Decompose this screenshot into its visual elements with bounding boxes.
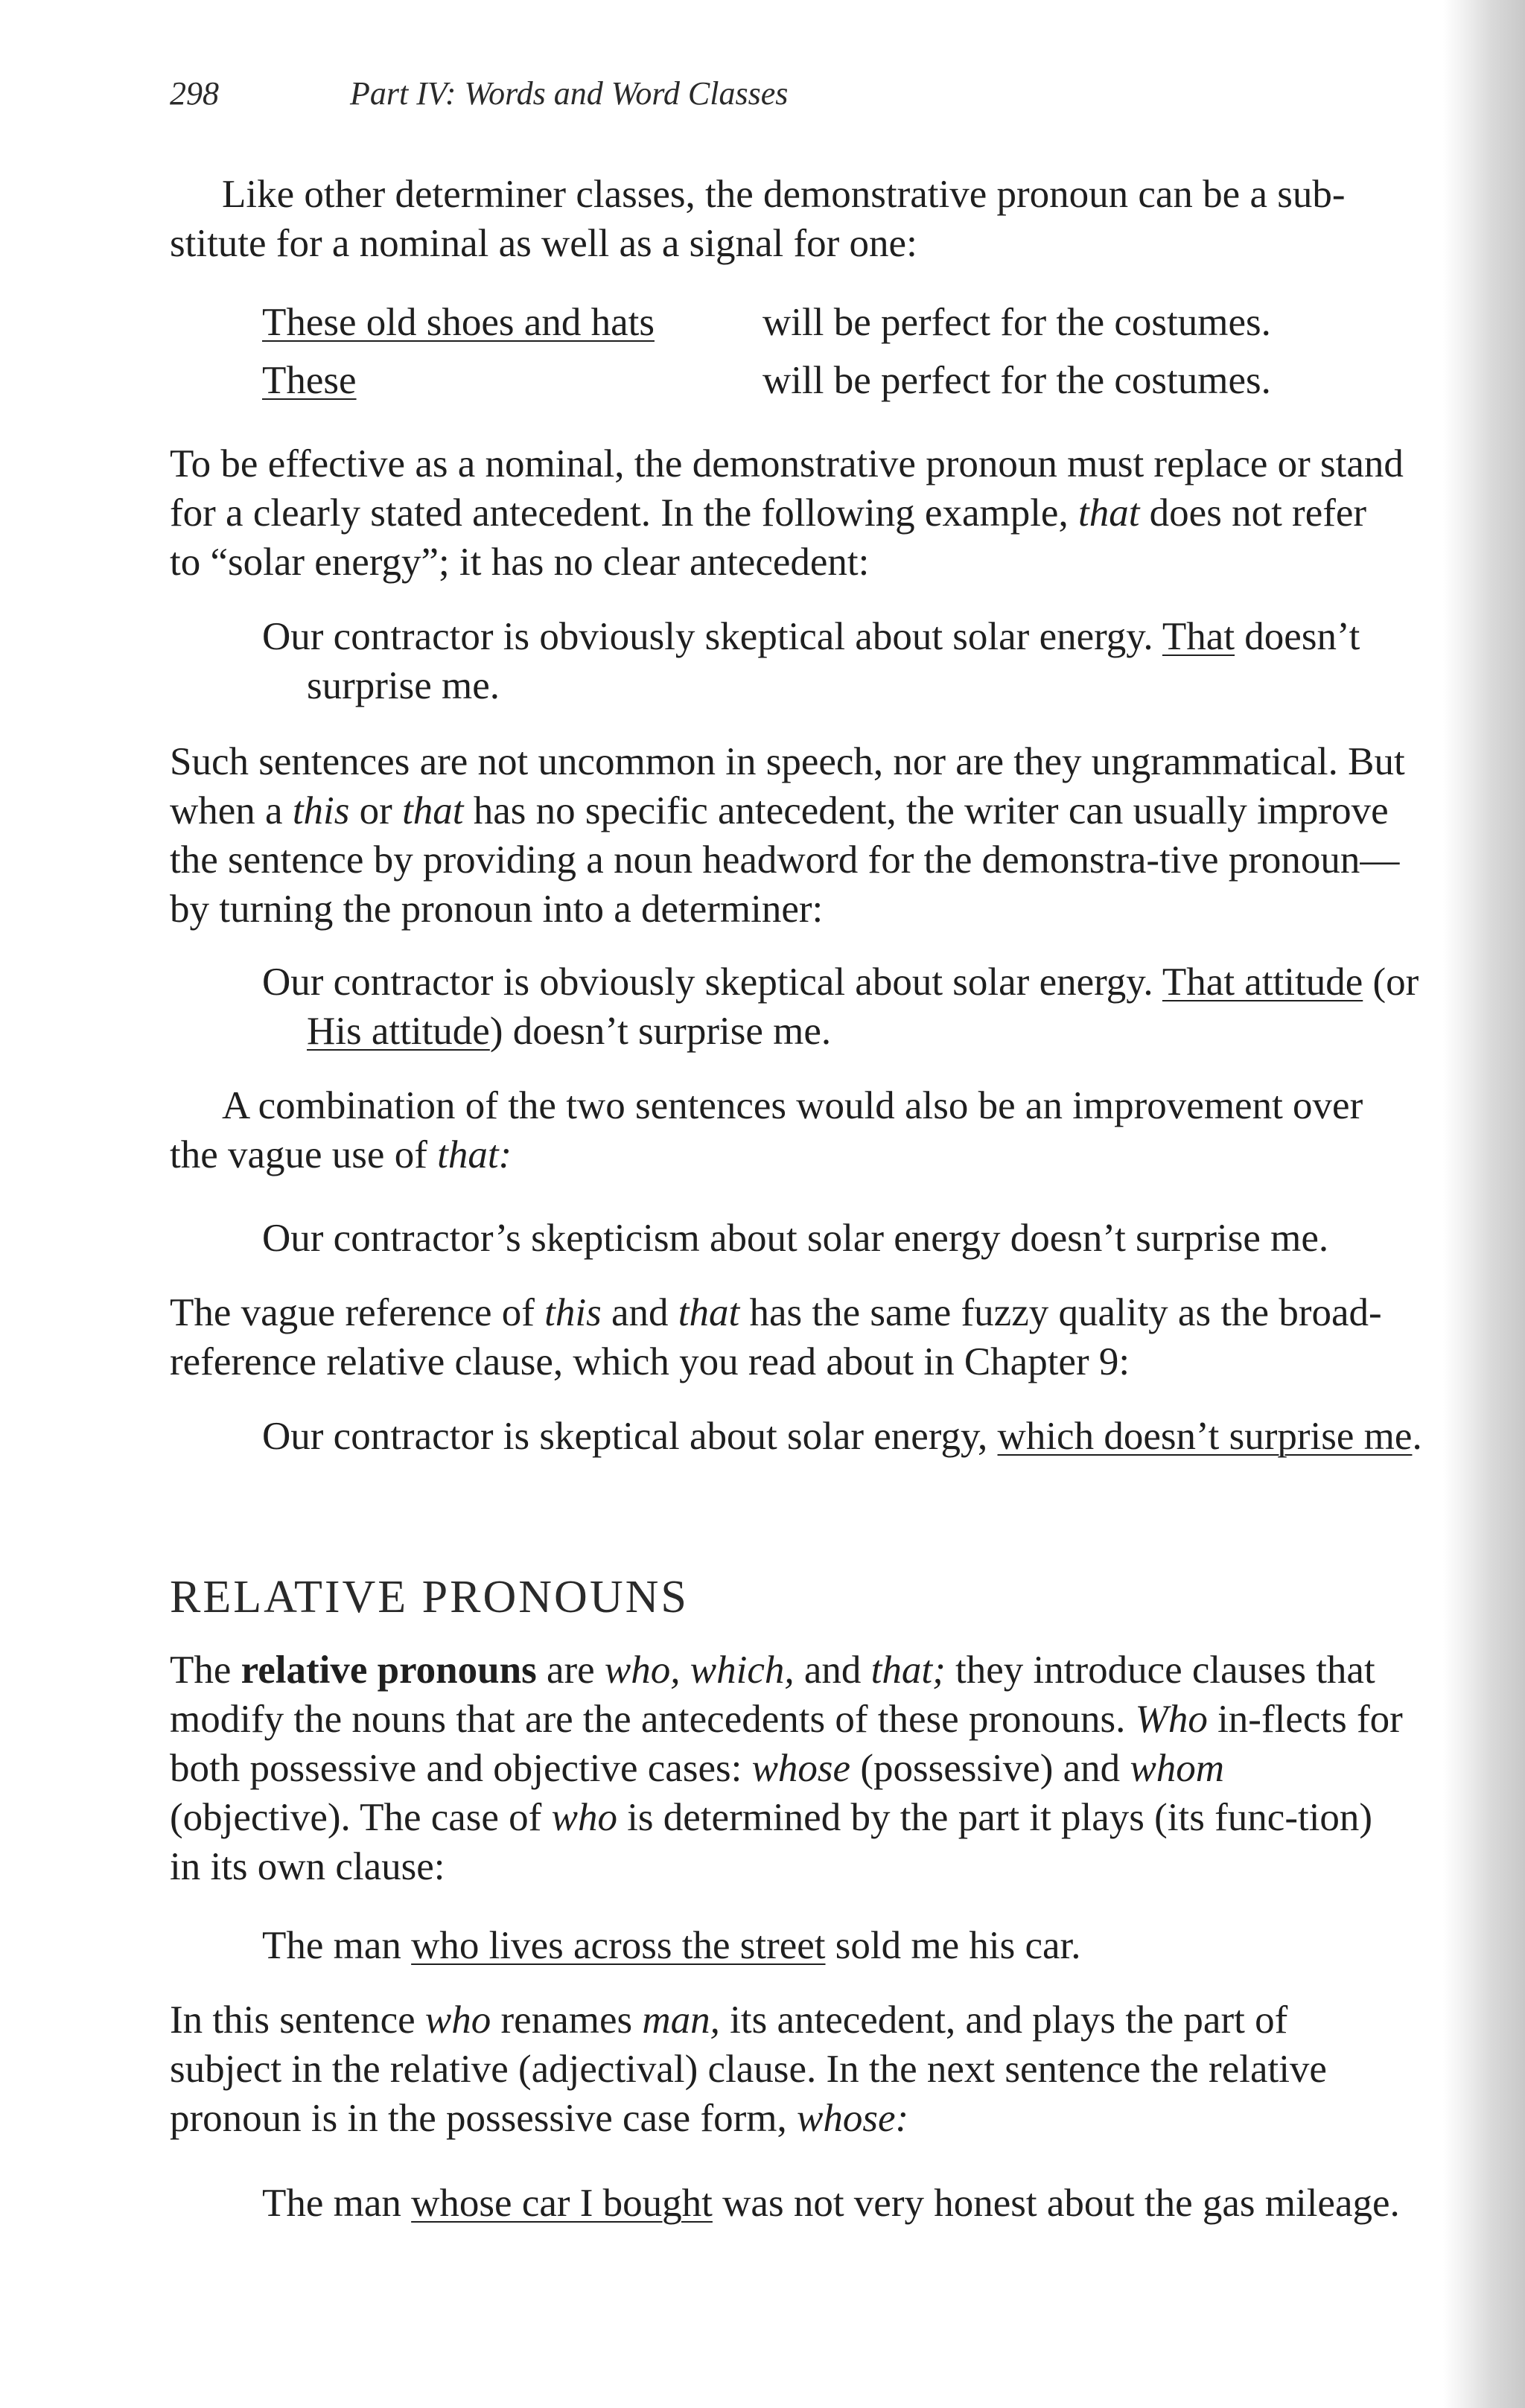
paragraph-whose: In this sentence who renames man, its antecedent, and plays the part of subject in the relative (adjectival) clause. In the next sentence the relative pronoun is in the possessive case form, whose: <box>170 1998 1327 2140</box>
page-number: 298 <box>170 75 219 112</box>
section-heading: RELATIVE PRONOUNS <box>170 1572 689 1622</box>
example-whose: The man whose car I bought was not very honest about the gas mileage. <box>262 2182 1400 2225</box>
example-combined: Our contractor’s skepticism about solar energy doesn’t surprise me. <box>262 1217 1329 1260</box>
book-spine-shadow <box>1443 0 1525 2408</box>
paragraph-noun-headword: Such sentences are not uncommon in speech, nor are they ungrammatical. But when a this or that has no specific antecedent, the writer can usually improve the sentence by providing a noun headword for the demonstra-tive pronoun—by turning the pronoun into a determiner: <box>170 740 1405 931</box>
example-subject: These old shoes and hats <box>262 301 655 344</box>
example-row <box>262 351 1271 410</box>
paragraph-determiner-substitute: Like other determiner classes, the demonstrative pronoun can be a sub-stitute for a nominal as well as a signal for one: <box>170 173 1346 265</box>
example-predicate: will be perfect for the costumes. <box>762 301 1271 344</box>
example-determiner-fix: Our contractor is obviously skeptical about solar energy. That attitude (or His attitude) doesn’t surprise me. <box>262 961 1419 1053</box>
example-broad-reference: Our contractor is skeptical about solar energy, which doesn’t surprise me. <box>262 1415 1422 1458</box>
paragraph-clear-antecedent: To be effective as a nominal, the demonstrative pronoun must replace or stand for a clearly stated antecedent. In the following example, that does not refer to “solar energy”; it has no clear antecedent: <box>170 442 1404 584</box>
paragraph-relative-pronouns: The relative pronouns are who, which, and that; they introduce clauses that modify the nouns that are the antecedents of these pronouns. Who in-flects for both possessive and objective cases: whose (possessive) and whom (objective). The case of who is determined by the part it plays (its func-tion) in its own clause: <box>170 1649 1403 1888</box>
example-who: The man who lives across the street sold me his car. <box>262 1924 1081 1967</box>
paragraph-broad-reference: The vague reference of this and that has the same fuzzy quality as the broad-reference relative clause, which you read about in Chapter 9: <box>170 1291 1382 1383</box>
paragraph-combination: A combination of the two sentences would also be an improvement over the vague use of that: <box>170 1084 1363 1176</box>
example-subject: These <box>262 359 357 402</box>
running-head <box>170 74 788 112</box>
example-substitute-table <box>262 293 1271 410</box>
example-predicate: will be perfect for the costumes. <box>762 359 1271 402</box>
example-vague-that: Our contractor is obviously skeptical about solar energy. That doesn’t surprise me. <box>262 615 1360 707</box>
example-row <box>262 293 1271 351</box>
running-title: Part IV: Words and Word Classes <box>350 75 789 112</box>
